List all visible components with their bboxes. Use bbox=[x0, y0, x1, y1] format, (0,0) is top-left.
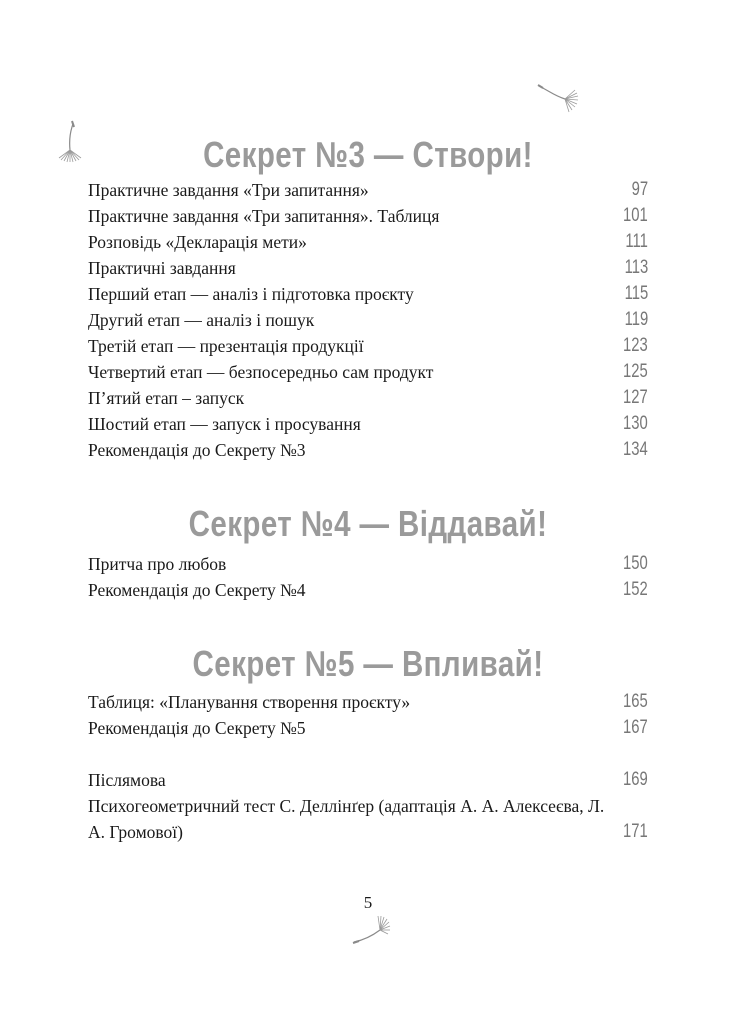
toc-entry-page: 97 bbox=[631, 179, 648, 200]
toc-entry-page: 169 bbox=[623, 769, 648, 790]
section-title-secret-3: Секрет №3 — Створи! bbox=[203, 134, 533, 175]
toc-entry-label: Перший етап — аналіз і підготовка проєкту bbox=[88, 284, 414, 304]
toc-entry[interactable] bbox=[88, 229, 648, 255]
toc-entry-page: 111 bbox=[625, 231, 648, 252]
toc-entry[interactable] bbox=[88, 385, 648, 411]
toc-entry[interactable] bbox=[88, 359, 648, 385]
toc-entry-page: 125 bbox=[623, 361, 648, 382]
toc-entry[interactable] bbox=[88, 203, 648, 229]
toc-entry-label: Третій етап — презентація продукції bbox=[88, 336, 364, 356]
toc-entry-label: Четвертий етап — безпосередньо сам продукт bbox=[88, 362, 434, 382]
toc-entry[interactable] bbox=[88, 333, 648, 359]
toc-entry-label: Рекомендація до Секрету №5 bbox=[88, 718, 306, 738]
toc-entry-page: 134 bbox=[623, 439, 648, 460]
toc-entry-page: 130 bbox=[623, 413, 648, 434]
toc-entry-page: 115 bbox=[624, 283, 648, 304]
toc-list-secret-5 bbox=[88, 689, 648, 741]
dandelion-seed-icon bbox=[350, 912, 395, 947]
toc-entry-label: Психогеометричний тест С. Деллінґер (адаптація А. А. Алексеєва, Л. А. Громової) bbox=[88, 796, 605, 842]
toc-entry-page: 171 bbox=[623, 821, 648, 842]
toc-entry-label: П’ятий етап – запуск bbox=[88, 388, 245, 408]
toc-entry[interactable] bbox=[88, 577, 648, 603]
toc-entry[interactable] bbox=[88, 715, 648, 741]
toc-entry[interactable] bbox=[88, 411, 648, 437]
section-title-secret-4: Секрет №4 — Віддавай! bbox=[188, 503, 548, 544]
toc-entry-label: Шостий етап — запуск і просування bbox=[88, 414, 361, 434]
toc-entry-label: Рекомендація до Секрету №4 bbox=[88, 580, 306, 600]
toc-entry-label: Другий етап — аналіз і пошук bbox=[88, 310, 315, 330]
toc-list-backmatter bbox=[88, 767, 648, 845]
toc-entry-page: 113 bbox=[624, 257, 648, 278]
toc-entry-page: 150 bbox=[623, 553, 648, 574]
toc-entry[interactable] bbox=[88, 177, 648, 203]
toc-entry[interactable] bbox=[88, 767, 648, 793]
toc-entry[interactable] bbox=[88, 281, 648, 307]
page-number: 5 bbox=[363, 893, 373, 912]
toc-entry-page: 123 bbox=[623, 335, 648, 356]
toc-entry-page: 152 bbox=[623, 579, 648, 600]
toc-entry-label: Розповідь «Декларація мети» bbox=[88, 232, 307, 252]
toc-entry-label: Рекомендація до Секрету №3 bbox=[88, 440, 306, 460]
toc-entry-page: 127 bbox=[623, 387, 648, 408]
toc-entry-label: Післямова bbox=[88, 770, 166, 790]
toc-entry[interactable] bbox=[88, 689, 648, 715]
toc-entry-label: Практичні завдання bbox=[88, 258, 236, 278]
toc-entry-page: 167 bbox=[623, 717, 648, 738]
toc-entry[interactable] bbox=[88, 437, 648, 463]
toc-entry-label: Таблиця: «Планування створення проєкту» bbox=[88, 692, 411, 712]
toc-entry-page: 165 bbox=[623, 691, 648, 712]
toc-entry-label: Практичне завдання «Три запитання». Таблиця bbox=[88, 206, 440, 226]
toc-list-secret-4 bbox=[88, 551, 648, 603]
toc-list-secret-3 bbox=[88, 177, 648, 463]
toc-entry[interactable] bbox=[88, 793, 648, 845]
toc-entry[interactable] bbox=[88, 307, 648, 333]
toc-entry-page: 101 bbox=[623, 205, 648, 226]
toc-entry-page: 119 bbox=[624, 309, 648, 330]
toc-entry[interactable] bbox=[88, 551, 648, 577]
toc-entry-label: Притча про любов bbox=[88, 554, 227, 574]
toc-entry-label: Практичне завдання «Три запитання» bbox=[88, 180, 369, 200]
section-title-secret-5: Секрет №5 — Впливай! bbox=[192, 643, 544, 684]
dandelion-seed-icon bbox=[535, 82, 585, 117]
toc-entry[interactable] bbox=[88, 255, 648, 281]
